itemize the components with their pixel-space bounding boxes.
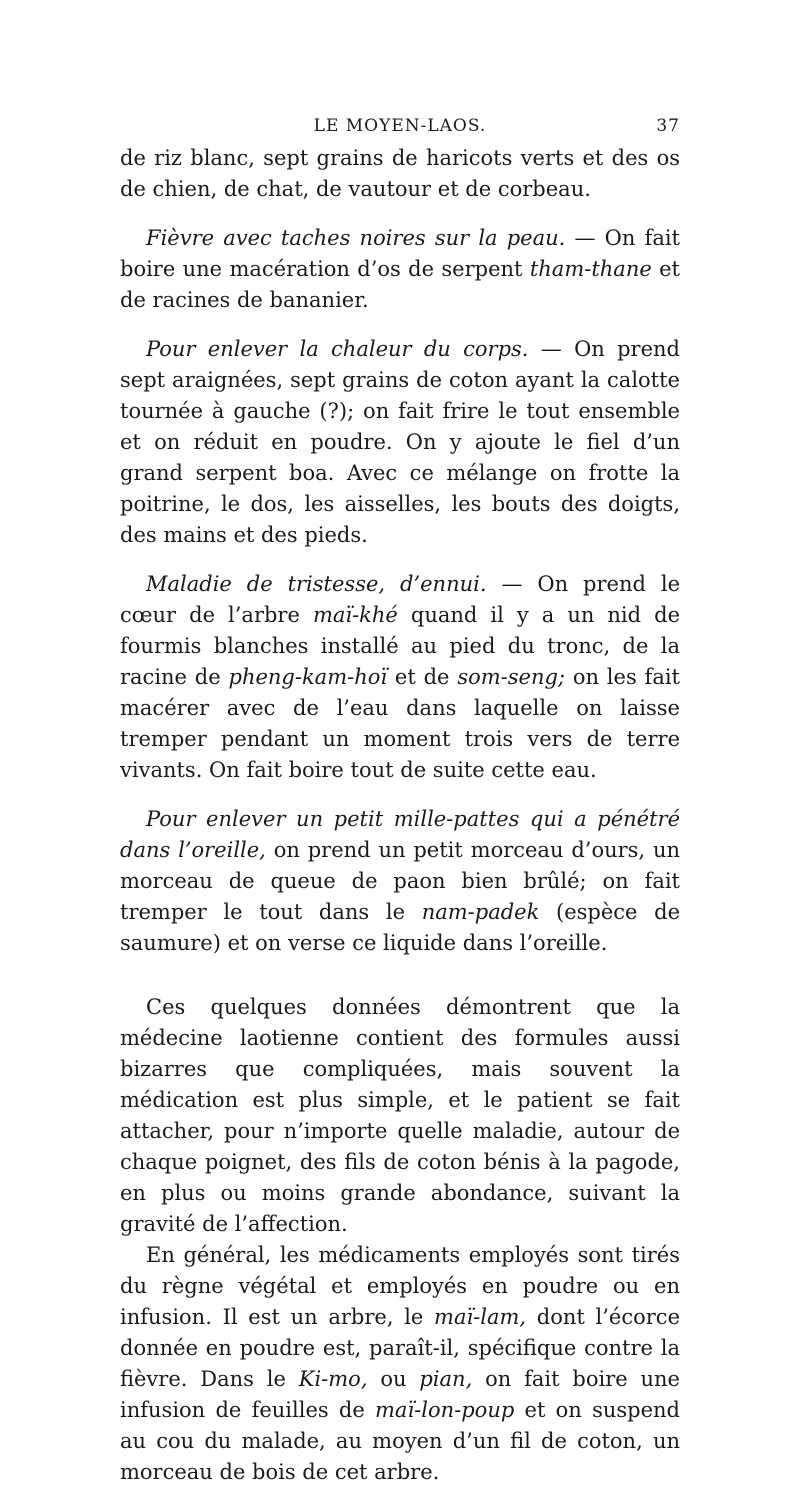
- plant-term: maï-lon-poup: [375, 1398, 515, 1422]
- page-number: 37: [656, 116, 680, 136]
- paragraph-earwig-remedy: Pour enlever un petit mille-pattes qui a pénétré dans l’oreille, on prend un petit morceau d’ours, un morceau de queue de paon bien brûlé; on fait tremper le tout dans le nam-padek (espèce de saumure) et on verse ce liquide dans l’oreille.: [120, 807, 681, 955]
- remedy-heading: Pour enlever un petit mille-pattes qui a pénétré dans l’oreille,: [120, 807, 680, 862]
- paragraph-intro-continuation: de riz blanc, sept grains de haricots verts et des os de chien, de chat, de vautour et de corbeau.: [120, 146, 680, 201]
- running-title: LE MOYEN-LAOS.: [313, 116, 487, 136]
- plant-term: maï-khé: [312, 603, 398, 627]
- remedy-heading: Pour enlever la chaleur du corps.: [146, 337, 529, 361]
- plant-term: pheng-kam-hoï: [228, 665, 388, 689]
- disease-term: Ki-mo,: [298, 1367, 368, 1391]
- page-header: [120, 116, 680, 140]
- plant-term: maï-lam,: [434, 1305, 527, 1329]
- plant-term: nam-padek: [421, 900, 540, 924]
- plant-term: tham-thane: [529, 257, 652, 281]
- paragraph-conclusion: Ces quelques données démontrent que la médecine laotienne contient des formules aussi bizarres que compliquées, mais souvent la médication est plus simple, et le patient se fait attacher, pour n’importe quelle maladie, autour de chaque poignet, des fils de coton bénis à la pagode, en plus ou moins grande abondance, suivant la gravité de l’affection.: [120, 995, 680, 1236]
- paragraph-body-heat-remedy: Pour enlever la chaleur du corps. — On prend sept araignées, sept grains de coton ayant la calotte tournée à gauche (?); on fait frire le tout ensemble et on réduit en poudre. On y ajoute le fiel d’un grand serpent boa. Avec ce mélange on frotte la poitrine, le dos, les aisselles, les bouts des doigts, des mains et des pieds.: [120, 337, 680, 547]
- remedy-heading: Fièvre avec taches noires sur la peau.: [146, 226, 566, 250]
- body-text: [120, 143, 680, 1488]
- paragraph-general-medicine: En général, les médicaments employés sont tirés du règne végétal et employés en poudre ou en infusion. Il est un arbre, le maï-lam, dont l’écorce donnée en poudre est, paraît-il, spécifique contre la fièvre. Dans le Ki-mo, ou pian, on fait boire une infusion de feuilles de maï-lon-poup et on suspend au cou du malade, au moyen d’un fil de coton, un morceau de bois de cet arbre.: [120, 1243, 680, 1484]
- paragraph-sadness-remedy: Maladie de tristesse, d’ennui. — On prend le cœur de l’arbre maï-khé quand il y a un nid de fourmis blanches installé au pied du tronc, de la racine de pheng-kam-hoï et de som-seng; on les fait macérer avec de l’eau dans laquelle on laisse tremper pendant un moment trois vers de terre vivants. On fait boire tout de suite cette eau.: [120, 572, 680, 782]
- remedy-heading: Maladie de tristesse, d’ennui.: [146, 572, 487, 596]
- disease-term: pian,: [419, 1367, 473, 1391]
- paragraph-fever-remedy: Fièvre avec taches noires sur la peau. — On fait boire une macération d’os de serpent tham-thane et de racines de bananier.: [120, 226, 680, 312]
- plant-term: som-seng;: [457, 665, 565, 689]
